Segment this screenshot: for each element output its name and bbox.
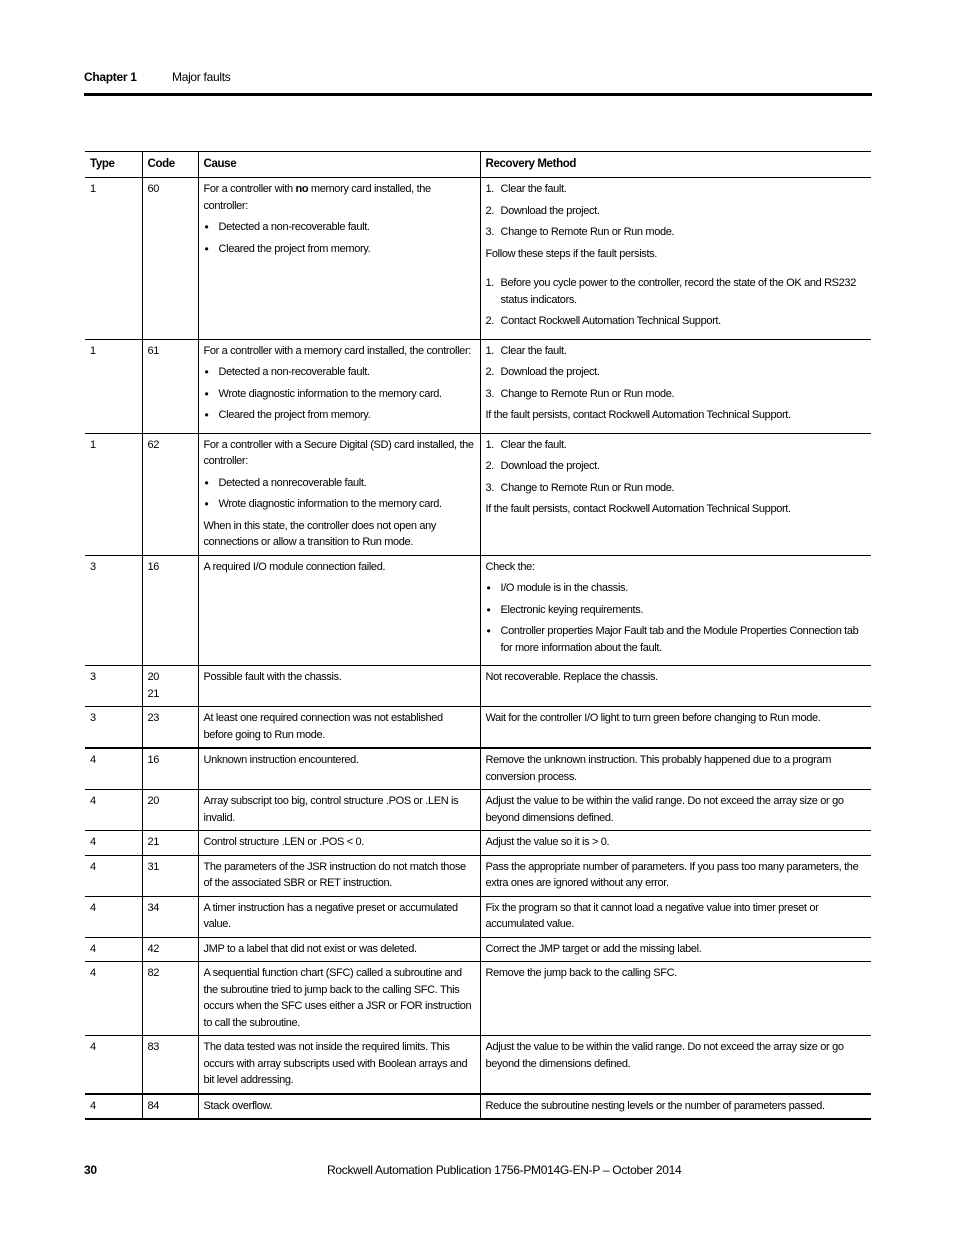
fault-code: 34	[147, 901, 160, 914]
cell-code	[142, 937, 198, 962]
bullet-item: • Electronic keying requirements.	[486, 602, 867, 619]
cell-cause	[198, 748, 480, 790]
bullet-list	[204, 475, 475, 513]
fault-code: 16	[147, 754, 160, 766]
cell-type: 4	[85, 962, 142, 1036]
table-row	[85, 748, 871, 790]
item-number: 2.	[485, 460, 494, 472]
column-header-cause: Cause	[198, 152, 480, 178]
paragraph: Control structure .LEN or .POS < 0.	[203, 836, 364, 848]
cell-type: 4	[85, 937, 142, 962]
major-faults-table	[85, 151, 871, 1120]
table-row	[85, 896, 871, 937]
cell-code	[142, 666, 198, 707]
column-header-code: Code	[142, 152, 198, 178]
item-text: Change to Remote Run or Run mode.	[500, 481, 675, 494]
paragraph: A required I/O module connection failed.	[203, 560, 386, 573]
bullet-list	[204, 364, 475, 424]
table-row	[85, 707, 871, 749]
cell-type: 1	[85, 433, 142, 555]
item-text: Change to Remote Run or Run mode.	[500, 226, 675, 238]
item-number: 1.	[485, 183, 494, 195]
table-row	[85, 1036, 871, 1094]
item-text: Download the project.	[500, 204, 600, 217]
cell-recovery-method	[480, 962, 871, 1036]
item-number: 3.	[485, 481, 494, 494]
cell-cause	[198, 790, 480, 831]
paragraph: Remove the jump back to the calling SFC.	[485, 967, 677, 979]
paragraph: A sequential function chart (SFC) called a subroutine and the subroutine tried to jump back to the calling SFC. This occurs when the SFC uses either a JSR or FOR instruction to call the subroutine.	[203, 967, 472, 1029]
cell-recovery-method	[480, 1036, 871, 1094]
fault-code: 20	[147, 671, 160, 683]
cell-code	[142, 831, 198, 856]
numbered-list	[486, 181, 867, 241]
paragraph: A timer instruction has a negative preset or accumulated value.	[203, 901, 458, 930]
numbered-item	[486, 343, 867, 360]
paragraph: The parameters of the JSR instruction do not match those of the associated SBR or RET instruction.	[203, 860, 466, 889]
cell-cause	[198, 178, 480, 340]
numbered-item	[486, 181, 867, 198]
cell-recovery-method	[480, 831, 871, 856]
fault-code: 84	[147, 1099, 160, 1112]
header-rule	[84, 93, 872, 96]
paragraph: The data tested was not inside the required limits. This occurs with array subscripts used with Boolean arrays and bit level addressing.	[203, 1041, 468, 1086]
cell-cause	[198, 555, 480, 666]
bold-text: no	[295, 183, 309, 195]
paragraph: Fix the program so that it cannot load a negative value into timer preset or accumulated value.	[485, 901, 819, 930]
cell-type: 3	[85, 707, 142, 749]
paragraph: Not recoverable. Replace the chassis.	[485, 671, 658, 683]
item-number: 1.	[485, 277, 494, 289]
item-number: 1.	[485, 438, 494, 451]
cell-recovery-method	[480, 433, 871, 555]
cell-type: 4	[85, 896, 142, 937]
bullet-item: • Detected a non-recoverable fault.	[204, 219, 475, 236]
bullet-item: • Wrote diagnostic information to the memory card.	[204, 386, 475, 403]
cell-cause	[198, 962, 480, 1036]
paragraph: Adjust the value so it is > 0.	[485, 836, 610, 848]
bullet-item: • Controller properties Major Fault tab and the Module Properties Connection tab for more information about the fault.	[486, 623, 867, 656]
cell-type: 3	[85, 666, 142, 707]
paragraph: For a controller with a Secure Digital (SD) card installed, the controller:	[203, 438, 474, 467]
table-row	[85, 790, 871, 831]
text-run: memory card installed, the controller:	[203, 183, 431, 212]
table-row	[85, 855, 871, 896]
item-text: Download the project.	[500, 460, 600, 472]
cell-type: 1	[85, 178, 142, 340]
paragraph: Array subscript too big, control structure .POS or .LEN is invalid.	[203, 795, 459, 824]
paragraph: At least one required connection was not established before going to Run mode.	[203, 712, 443, 741]
cell-recovery-method	[480, 855, 871, 896]
numbered-item	[486, 458, 867, 475]
page-header	[84, 70, 872, 94]
cell-type: 4	[85, 855, 142, 896]
fault-code: 60	[147, 183, 160, 195]
item-text: Contact Rockwell Automation Technical Support.	[500, 315, 721, 327]
paragraph: If the fault persists, contact Rockwell Automation Technical Support.	[485, 409, 791, 421]
chapter-label: Chapter 1	[84, 70, 137, 84]
cell-type: 4	[85, 748, 142, 790]
cell-cause	[198, 433, 480, 555]
cell-cause	[198, 937, 480, 962]
item-text: Clear the fault.	[500, 438, 567, 451]
table-row	[85, 831, 871, 856]
paragraph: Unknown instruction encountered.	[203, 754, 359, 766]
cell-recovery-method	[480, 748, 871, 790]
item-number: 3.	[485, 226, 494, 238]
item-number: 3.	[485, 387, 494, 400]
cell-recovery-method	[480, 1094, 871, 1120]
cell-type: 4	[85, 1036, 142, 1094]
numbered-list	[486, 275, 867, 330]
cell-code	[142, 962, 198, 1036]
numbered-item	[486, 480, 867, 497]
cell-cause	[198, 855, 480, 896]
item-text: Before you cycle power to the controller, record the state of the OK and RS232 status indicators.	[500, 277, 856, 306]
numbered-item	[486, 364, 867, 381]
publication-info: Rockwell Automation Publication 1756-PM014G-EN-P – October 2014	[327, 1163, 682, 1177]
cell-recovery-method	[480, 666, 871, 707]
cell-type: 4	[85, 1094, 142, 1120]
bullet-item: • Wrote diagnostic information to the memory card.	[204, 496, 475, 513]
bullet-list	[204, 219, 475, 257]
paragraph: For a controller with a memory card installed, the controller:	[203, 344, 471, 357]
cell-code	[142, 896, 198, 937]
paragraph: Possible fault with the chassis.	[203, 671, 342, 683]
paragraph: JMP to a label that did not exist or was deleted.	[203, 942, 417, 955]
cell-recovery-method	[480, 707, 871, 749]
cell-cause	[198, 1094, 480, 1120]
paragraph: Wait for the controller I/O light to turn green before changing to Run mode.	[485, 712, 821, 724]
bullet-item: • Detected a non-recoverable fault.	[204, 364, 475, 381]
text-run: For a controller with	[203, 183, 296, 195]
table-row	[85, 962, 871, 1036]
bullet-item: • I/O module is in the chassis.	[486, 580, 867, 597]
table-row	[85, 178, 871, 340]
table-row	[85, 1094, 871, 1120]
item-number: 2.	[485, 315, 494, 327]
table-row	[85, 339, 871, 433]
spacer	[486, 267, 867, 275]
bullet-item: • Cleared the project from memory.	[204, 407, 475, 424]
paragraph	[204, 181, 475, 214]
numbered-list	[486, 343, 867, 403]
numbered-item	[486, 275, 867, 308]
cell-recovery-method	[480, 178, 871, 340]
fault-code: 42	[147, 942, 160, 955]
fault-code: 62	[147, 438, 160, 451]
column-header-type: Type	[85, 152, 142, 178]
cell-cause	[198, 707, 480, 749]
numbered-item	[486, 386, 867, 403]
cell-type: 3	[85, 555, 142, 666]
cell-code	[142, 178, 198, 340]
table-row	[85, 937, 871, 962]
bullet-item: • Detected a nonrecoverable fault.	[204, 475, 475, 492]
column-header-recovery-method: Recovery Method	[480, 152, 871, 178]
item-number: 2.	[485, 204, 494, 217]
paragraph: Follow these steps if the fault persists.	[485, 247, 658, 260]
cell-recovery-method	[480, 555, 871, 666]
item-text: Download the project.	[500, 366, 600, 378]
numbered-list	[486, 437, 867, 497]
cell-code	[142, 790, 198, 831]
paragraph: Correct the JMP target or add the missing label.	[485, 942, 702, 955]
paragraph: Check the:	[485, 560, 535, 573]
cell-code	[142, 707, 198, 749]
cell-code	[142, 555, 198, 666]
fault-code: 20	[147, 795, 160, 807]
fault-code: 16	[147, 560, 160, 573]
bullet-list	[486, 580, 867, 656]
page-footer	[84, 1163, 872, 1179]
cell-cause	[198, 1036, 480, 1094]
paragraph: Reduce the subroutine nesting levels or the number of parameters passed.	[485, 1099, 825, 1112]
numbered-item	[486, 313, 867, 330]
cell-code	[142, 339, 198, 433]
cell-type: 4	[85, 831, 142, 856]
bullet-item: • Cleared the project from memory.	[204, 241, 475, 258]
fault-code: 83	[147, 1041, 160, 1053]
item-text: Clear the fault.	[500, 183, 567, 195]
item-number: 1.	[485, 344, 494, 357]
cell-recovery-method	[480, 790, 871, 831]
cell-cause	[198, 831, 480, 856]
paragraph: Pass the appropriate number of parameters. If you pass too many parameters, the extra ones are ignored without any error.	[485, 860, 859, 889]
fault-code: 21	[147, 687, 160, 700]
table-row	[85, 433, 871, 555]
cell-recovery-method	[480, 896, 871, 937]
numbered-item	[486, 203, 867, 220]
cell-cause	[198, 339, 480, 433]
fault-code: 21	[147, 836, 160, 848]
cell-code	[142, 1036, 198, 1094]
item-text: Change to Remote Run or Run mode.	[500, 387, 675, 400]
cell-type: 1	[85, 339, 142, 433]
table-body	[85, 178, 871, 1120]
cell-code	[142, 433, 198, 555]
cell-code	[142, 855, 198, 896]
fault-code: 31	[147, 860, 160, 873]
item-text: Clear the fault.	[500, 344, 567, 357]
paragraph: When in this state, the controller does not open any connections or allow a transition to Run mode.	[203, 519, 437, 548]
cell-recovery-method	[480, 937, 871, 962]
numbered-item	[486, 224, 867, 241]
item-number: 2.	[485, 366, 494, 378]
fault-code: 61	[147, 344, 160, 357]
cell-code	[142, 748, 198, 790]
paragraph: Stack overflow.	[203, 1099, 273, 1112]
cell-recovery-method	[480, 339, 871, 433]
numbered-item	[486, 437, 867, 454]
fault-code: 82	[147, 967, 160, 979]
paragraph: Remove the unknown instruction. This probably happened due to a program conversion process.	[485, 754, 832, 783]
table-header-row	[85, 152, 871, 178]
page-number: 30	[84, 1163, 97, 1177]
table-row	[85, 555, 871, 666]
paragraph: Adjust the value to be within the valid range. Do not exceed the array size or go beyond the dimensions defined.	[485, 1041, 844, 1070]
cell-code	[142, 1094, 198, 1120]
paragraph: Adjust the value to be within the valid range. Do not exceed the array size or go beyond dimensions defined.	[485, 795, 844, 824]
cell-cause	[198, 666, 480, 707]
fault-code: 23	[147, 712, 160, 724]
cell-cause	[198, 896, 480, 937]
section-title: Major faults	[172, 70, 231, 84]
paragraph: If the fault persists, contact Rockwell Automation Technical Support.	[485, 503, 791, 515]
cell-type: 4	[85, 790, 142, 831]
table-row	[85, 666, 871, 707]
